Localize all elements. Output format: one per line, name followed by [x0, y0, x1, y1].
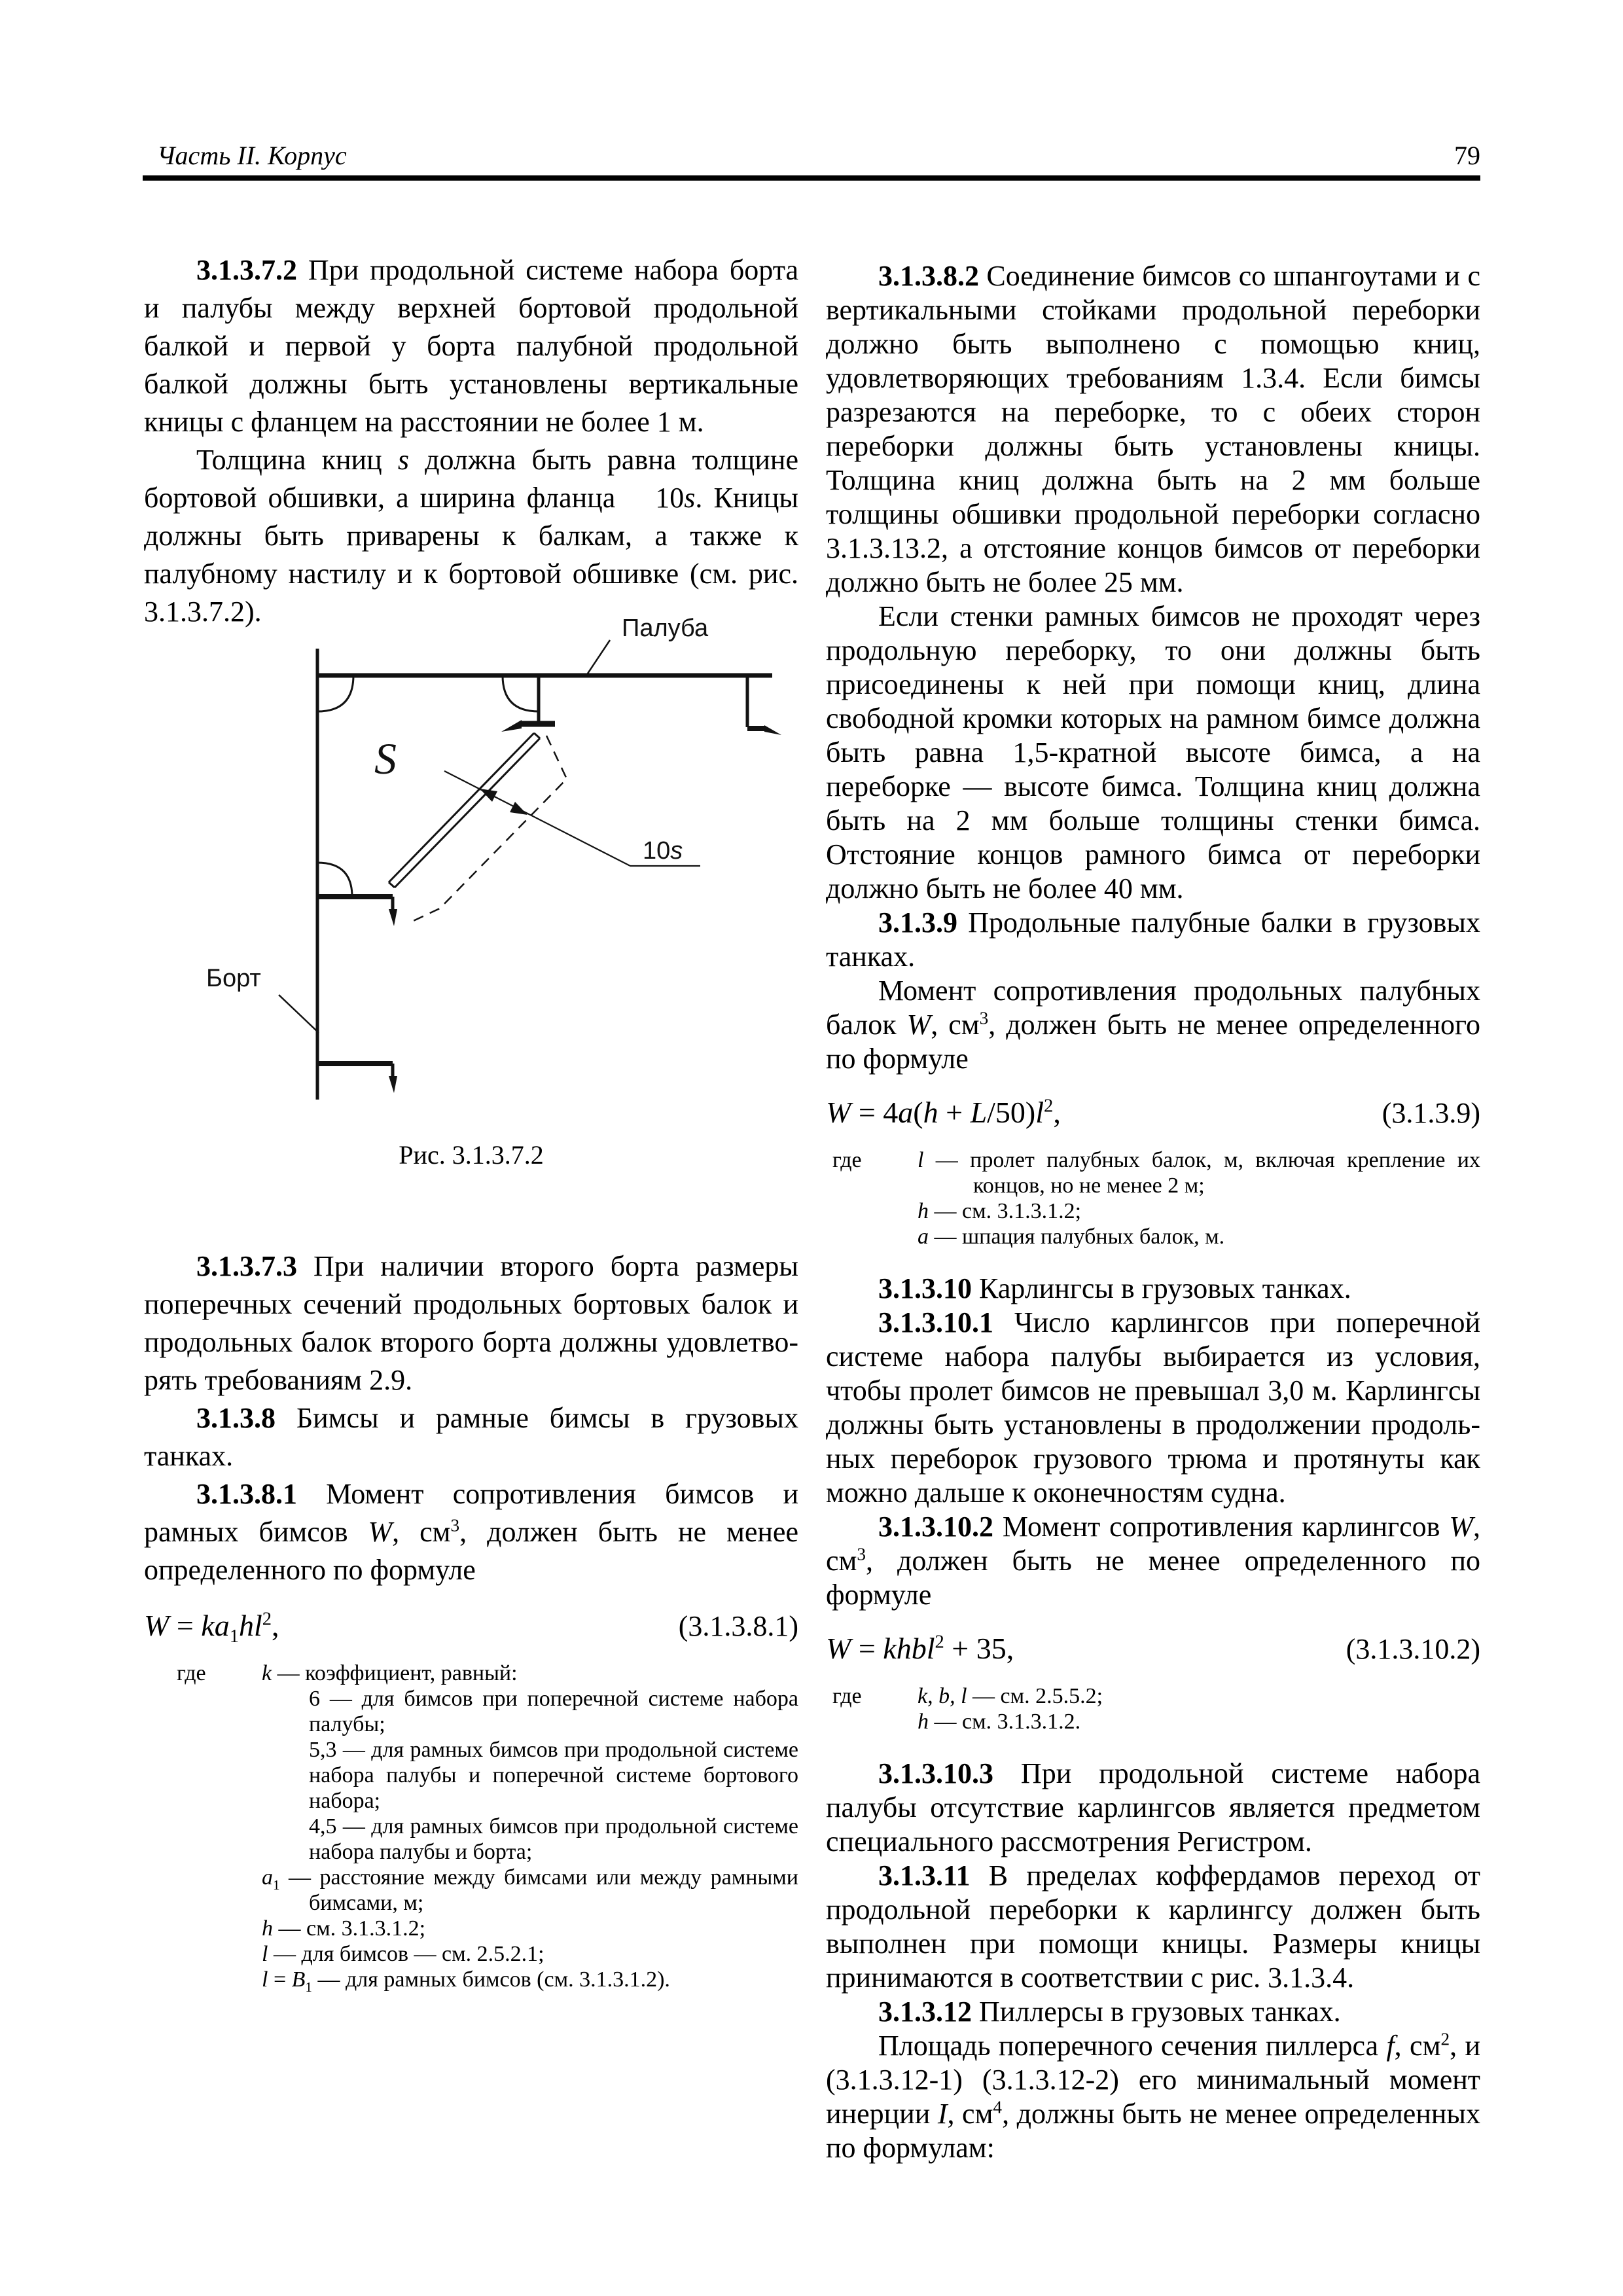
- text-run: 4: [993, 2097, 1003, 2117]
- text-run: 2: [262, 1609, 272, 1630]
- paragraph: [826, 1859, 1480, 1995]
- dimension-leader: [444, 771, 630, 866]
- weld-arc: [317, 863, 352, 897]
- text-run: + 35,: [944, 1632, 1014, 1665]
- figure-block: [144, 615, 798, 1170]
- formula-number: (3.1.3.8.1): [678, 1610, 798, 1642]
- arrowhead: [480, 789, 497, 802]
- paragraph: [144, 1475, 798, 1589]
- where-row: [918, 1709, 1480, 1734]
- bracket-dashed-contour: [409, 736, 567, 923]
- text-run: a: [918, 1225, 929, 1249]
- text-run: =: [268, 1967, 292, 1992]
- text-run: должна быть равна толщине бортовой обшивки, а ширина фланца: [144, 444, 798, 514]
- text-run: 5,3 — для рамных бимсов при продольной системе набора палубы и поперечной системе бортового набора;: [309, 1738, 798, 1813]
- text-run: 6 — для бимсов при поперечной системе набора палубы;: [309, 1687, 798, 1736]
- text-run: 2: [935, 1632, 944, 1653]
- page-number: 79: [1454, 141, 1480, 170]
- where-list: [826, 1147, 1480, 1249]
- where-row: [918, 1198, 1480, 1224]
- text-run: s: [684, 482, 696, 514]
- text-run: — см. 3.1.3.1.2.: [929, 1710, 1081, 1734]
- text-run: W: [906, 1009, 931, 1041]
- where-lead: где: [832, 1684, 862, 1708]
- text-run: W: [826, 1096, 851, 1129]
- weld-blob: [501, 720, 522, 732]
- text-run: W: [368, 1516, 393, 1548]
- text-run: , см: [931, 1009, 980, 1041]
- text-run: Продольные палубные балки в грузовых танках.: [826, 906, 1480, 973]
- text-run: При продольной системе набора палубы отсутствие карлингсов является предметом специального рассмотрения Регистром.: [826, 1757, 1480, 1857]
- weld-blob: [764, 725, 781, 735]
- where-row: [177, 1660, 798, 1686]
- text-run: =: [169, 1609, 202, 1642]
- text-run: l: [262, 1967, 268, 1992]
- paragraph: [826, 2029, 1480, 2165]
- text-run: khbl: [883, 1632, 935, 1665]
- text-run: =: [851, 1632, 883, 1665]
- paragraph: [826, 1510, 1480, 1612]
- formula-number: (3.1.3.9): [1382, 1097, 1480, 1129]
- text-run: a: [262, 1865, 273, 1890]
- weld-blob: [389, 1076, 397, 1093]
- text-run: W: [1449, 1511, 1473, 1543]
- weld-blob: [389, 909, 397, 926]
- where-lead: где: [177, 1661, 206, 1685]
- text-run: Карлингсы в грузовых танках.: [972, 1272, 1351, 1304]
- formula: [826, 1094, 1480, 1132]
- text-run: Толщина книц: [196, 444, 398, 476]
- where-row: [832, 1683, 1480, 1709]
- paragraph: [826, 259, 1480, 600]
- text-run: 3: [979, 1008, 989, 1028]
- where-row: [262, 1865, 798, 1916]
- text-run: При продольной системе набора борта и палубы между верхней бортовой продольной балкой и первой у борта палубной продольной балкой должны быть установлены вертикальные кницы с фланцем на расстоянии не более 1 м.: [144, 254, 798, 438]
- formula-number: (3.1.3.10.2): [1346, 1633, 1480, 1665]
- where-list: [144, 1660, 798, 1995]
- paragraph: [826, 1757, 1480, 1859]
- text-run: — коэффициент, равный:: [272, 1661, 518, 1685]
- text-run: — расстояние между бимсами или между рамными бимсами, м;: [279, 1865, 798, 1915]
- text-run: /50): [987, 1096, 1036, 1129]
- where-row: [309, 1814, 798, 1865]
- text-run: Бимсы и рамные бимсы в грузовых танках.: [144, 1402, 798, 1472]
- text-run: , должны быть не менее определенных по формулам:: [826, 2098, 1480, 2164]
- left-column: [144, 251, 798, 2015]
- text-run: 10: [655, 482, 685, 514]
- figure-label-deck: Палуба: [622, 615, 709, 642]
- where-row: [309, 1737, 798, 1814]
- text-run: 3.1.3.10.3: [878, 1757, 993, 1789]
- text-run: 3.1.3.7.3: [196, 1250, 297, 1282]
- text-run: — см. 2.5.5.2;: [967, 1684, 1103, 1708]
- text-run: 3.1.3.12: [878, 1996, 972, 2028]
- text-run: +: [938, 1096, 971, 1129]
- text-run: 3.1.3.11: [878, 1859, 971, 1892]
- text-run: h: [923, 1096, 938, 1129]
- text-run: , см: [392, 1516, 451, 1548]
- text-run: s: [397, 444, 409, 476]
- text-run: 4,5 — для рамных бимсов при продольной системе набора палубы и борта;: [309, 1814, 798, 1864]
- weld-arc: [317, 675, 353, 711]
- where-list: [826, 1683, 1480, 1734]
- text-run: , см: [947, 2098, 993, 2130]
- paragraph: [826, 974, 1480, 1076]
- text-run: 1: [305, 1979, 312, 1995]
- formula-body: [826, 1094, 1061, 1131]
- formula: [144, 1607, 798, 1645]
- text-run: Число карлингсов при поперечной системе набора палубы выбирается из условия, чтобы пролет бимсов не превышал 3,0 м. Карлингсы должны быть установлены в продолжении продольных переборок грузового трюма и протянуты как можно дальше к оконечностям судна.: [826, 1306, 1480, 1509]
- text-run: Площадь поперечного сечения пиллерса: [878, 2030, 1387, 2062]
- text-run: В пределах коффердамов переход от продольной переборки к карлингсу должен быть выполнен при помощи кницы. Размеры кницы принимаются в соответствии с рис. 3.1.3.4.: [826, 1859, 1480, 1994]
- text-run: При наличии второго борта размеры поперечных сечений продольных бортовых балок и продольных балок второго борта должны удовлетворять требованиям 2.9.: [144, 1250, 798, 1396]
- arrowhead: [510, 802, 527, 815]
- text-run: Момент сопротивления карлингсов: [993, 1511, 1450, 1543]
- text-run: W: [144, 1609, 169, 1642]
- bracket-figure: [144, 615, 798, 1126]
- figure-label-flange-width: 10s: [643, 837, 683, 865]
- where-row: [262, 1916, 798, 1941]
- formula-body: [826, 1630, 1014, 1667]
- paragraph: [826, 1995, 1480, 2029]
- where-row: [832, 1147, 1480, 1198]
- text-run: Пиллерсы в грузовых танках.: [972, 1996, 1341, 2028]
- paragraph: [826, 600, 1480, 906]
- paragraph: [826, 906, 1480, 974]
- text-run: a: [898, 1096, 914, 1129]
- text-run: , должен быть не менее определенного по формуле: [826, 1545, 1480, 1611]
- text-run: ,: [1053, 1096, 1061, 1129]
- left-column-bottom: [144, 1247, 798, 1995]
- text-run: — для бимсов — см. 2.5.2.1;: [268, 1942, 544, 1966]
- text-run: 3: [450, 1515, 460, 1535]
- right-column: [826, 259, 1480, 2165]
- text-run: Соединение бимсов со шпангоутами и с вертикальными стойками продольной переборки должно быть выполнено с помощью книц, удовлетворяющих требованиям 1.3.4. Если бимсы разрезаются на переборке, то с обеих сторон переборки должны быть установлены кницы. Толщина книц должна быть на 2 мм больше толщины обшивки продольной переборки согласно 3.1.3.13.2, а отстояние концов бимсов от переборки должно быть не более 25 мм.: [826, 260, 1480, 598]
- running-header: Часть II. Корпус: [157, 141, 347, 170]
- text-run: 2: [1044, 1096, 1054, 1117]
- text-run: h: [918, 1710, 929, 1734]
- text-run: — для рамных бимсов (см. 3.1.3.1.2).: [312, 1967, 670, 1992]
- where-row: [262, 1967, 798, 1995]
- paragraph: [144, 441, 798, 631]
- paragraph: [144, 1399, 798, 1475]
- text-run: — пролет палубных балок, м, включая крепление их концов, но не менее 2 м;: [923, 1148, 1480, 1198]
- text-run: 3.1.3.9: [878, 906, 957, 939]
- figure-caption: Рис. 3.1.3.7.2: [399, 1140, 544, 1170]
- text-run: f: [1386, 2030, 1395, 2062]
- text-run: , см: [1394, 2030, 1441, 2062]
- text-run: 1: [273, 1876, 280, 1893]
- text-run: 3.1.3.10.2: [878, 1511, 993, 1543]
- text-run: l: [262, 1942, 268, 1966]
- text-run: , и (3.1.3.12-1) (3.1.3.12-2) его минимальный момент инерции: [826, 2030, 1481, 2130]
- where-row: [309, 1686, 798, 1737]
- text-run: 3.1.3.8.2: [878, 260, 979, 292]
- paragraph: [826, 1272, 1480, 1306]
- text-run: 3.1.3.10: [878, 1272, 972, 1304]
- text-run: — см. 3.1.3.1.2;: [929, 1199, 1082, 1223]
- label-leader: [279, 995, 319, 1033]
- formula: [826, 1630, 1480, 1668]
- text-run: h: [262, 1916, 273, 1941]
- where-row: [262, 1941, 798, 1967]
- text-run: = 4: [851, 1096, 899, 1129]
- figure-label-thickness-s: S: [374, 734, 397, 783]
- weld-arc: [503, 675, 539, 711]
- formula-body: [144, 1607, 279, 1647]
- text-run: 3.1.3.8.1: [196, 1478, 297, 1510]
- text-run: , должен быть не менее определенного по формуле: [826, 1009, 1480, 1075]
- text-run: Момент сопротивления бимсов и рамных бимсов: [144, 1478, 798, 1548]
- text-run: hl: [238, 1609, 262, 1642]
- text-run: I: [937, 2098, 948, 2130]
- header-rule: [143, 175, 1480, 181]
- where-lead: где: [832, 1148, 862, 1172]
- text-run: Момент сопротивления продольных палубных балок: [826, 975, 1480, 1041]
- text-run: ka: [201, 1609, 230, 1642]
- paragraph: [826, 1306, 1480, 1510]
- text-run: l: [1035, 1096, 1044, 1129]
- text-run: . Кницы должны быть приварены к балкам, а также к палубному настилу и к бортовой обшивке (см. рис. 3.1.3.7.2).: [144, 482, 798, 628]
- text-run: — см. 3.1.3.1.2;: [273, 1916, 426, 1941]
- text-run: k: [262, 1661, 272, 1685]
- text-run: k, b, l: [918, 1684, 967, 1708]
- text-run: 1: [229, 1626, 239, 1647]
- text-run: , см: [826, 1511, 1480, 1577]
- bracket-edge-cap: [389, 882, 395, 888]
- text-run: B: [291, 1967, 306, 1992]
- paragraph: [144, 1247, 798, 1399]
- text-run: 3.1.3.8: [196, 1402, 276, 1434]
- text-run: , должен быть не менее определенного по формуле: [144, 1516, 798, 1586]
- text-run: l: [918, 1148, 924, 1172]
- text-run: 3.1.3.10.1: [878, 1306, 993, 1338]
- text-run: 3.1.3.7.2: [196, 254, 297, 286]
- paragraph: [144, 251, 798, 441]
- text-run: (: [913, 1096, 923, 1129]
- bracket-edge-cap: [534, 733, 540, 738]
- text-run: — шпация палубных балок, м.: [929, 1225, 1225, 1249]
- text-run: 3: [857, 1544, 866, 1564]
- text-run: Если стенки рамных бимсов не проходят через продольную переборку, то они должны быть присоединены к ней при помощи книц, длина свободной кромки которых на рамном бимсе должна быть равна 1,5-кратной высоте бимса, а на переборке — высоте бимса. Толщина книц должна быть на 2 мм больше толщины стенки бимса. Отстояние концов рамного бимса от переборки должно быть не более 40 мм.: [826, 600, 1480, 905]
- text-run: 2: [1440, 2029, 1450, 2049]
- figure-label-side: Борт: [206, 965, 261, 992]
- text-run: h: [918, 1199, 929, 1223]
- label-leader: [586, 640, 610, 675]
- text-run: L: [970, 1096, 988, 1129]
- where-row: [918, 1224, 1480, 1249]
- text-run: W: [826, 1632, 851, 1665]
- left-column-top: [144, 251, 798, 631]
- text-run: ,: [272, 1609, 279, 1642]
